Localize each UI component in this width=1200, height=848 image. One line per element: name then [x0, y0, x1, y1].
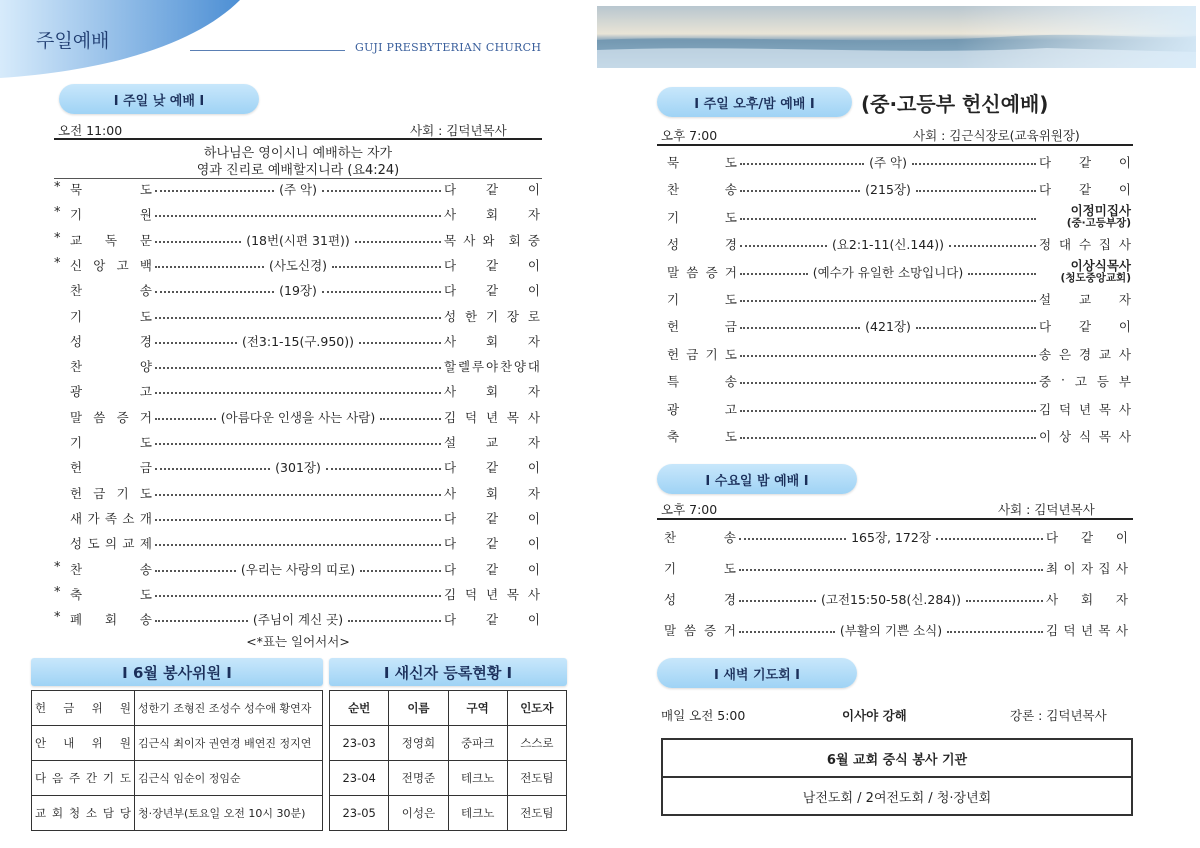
june-committee-table — [31, 690, 323, 831]
order-item — [667, 151, 1131, 173]
dawn-speaker: 강론 : 김덕년목사 — [1010, 708, 1107, 723]
sea-photo — [597, 6, 1196, 68]
leader-dots — [155, 266, 264, 268]
order-label: 헌 금 — [667, 319, 737, 335]
order-person: 다 같 이 — [1046, 530, 1128, 545]
wednesday-leader: 사회 : 김덕년목사 — [998, 502, 1095, 517]
order-label: 찬 송 — [667, 182, 737, 198]
order-detail: (아름다운 인생을 사는 사람) — [220, 409, 376, 425]
committee-role: 다 음 주 간 기 도 — [32, 761, 135, 796]
order-label: 헌 금 기 도 — [667, 346, 737, 362]
leader-dots — [740, 382, 1036, 384]
committee-role: 헌 금 위 원 — [32, 691, 135, 726]
leader-dots — [740, 190, 860, 192]
order-label: 교 독 문 — [70, 232, 152, 248]
order-detail: (19장) — [279, 283, 317, 299]
order-item — [70, 305, 540, 327]
order-person: 송 은 경 교 사 — [1039, 346, 1131, 362]
committee-names: 성한기 조형진 조성수 성수애 황연자 — [135, 691, 323, 726]
order-person: 김 덕 년 목 사 — [444, 409, 540, 425]
leader-dots — [155, 215, 441, 217]
order-label: 새 가 족 소 개 — [70, 510, 152, 526]
leader-dots — [966, 600, 1043, 602]
order-person: 다 같 이 — [1039, 182, 1131, 198]
leader-dots — [155, 291, 274, 293]
table-row — [330, 761, 567, 796]
order-label: 폐 회 송 — [70, 612, 152, 628]
order-item — [70, 558, 540, 580]
order-detail: 165장, 172장 — [851, 530, 931, 545]
leader-dots — [155, 241, 241, 243]
order-label: 특 송 — [667, 374, 737, 390]
order-person: 김 덕 년 목 사 — [444, 586, 540, 602]
order-label: 광 고 — [667, 401, 737, 417]
order-label: 광 고 — [70, 384, 152, 400]
order-person — [1039, 259, 1131, 285]
order-label: 축 도 — [70, 586, 152, 602]
leader-dots — [155, 494, 441, 496]
order-item — [664, 619, 1128, 641]
leader-dots — [968, 273, 1036, 275]
leader-dots — [155, 392, 441, 394]
order-person: 다 같 이 — [444, 510, 540, 526]
leader-dots — [740, 327, 860, 329]
june-service-box — [661, 738, 1133, 816]
leader-dots — [740, 437, 1036, 439]
dawn-topic: 이사야 강해 — [842, 708, 907, 723]
june-committee-title: I 6월 봉사위원 I — [31, 658, 323, 686]
leader-dots — [348, 620, 441, 622]
leader-dots — [739, 569, 1043, 571]
section-title: 주일예배 — [36, 30, 110, 52]
order-person: 다 같 이 — [444, 536, 540, 552]
sunday-evening-title: I 주일 오후/밤 예배 I — [657, 87, 852, 117]
order-person: 다 같 이 — [1039, 319, 1131, 335]
leader-dots — [332, 266, 441, 268]
leader-dots — [949, 245, 1036, 247]
order-label: 찬 송 — [664, 530, 736, 545]
verse-line-1: 하나님은 영이시니 예배하는 자가 — [203, 146, 393, 161]
leader-dots — [916, 327, 1036, 329]
order-person: 사 회 자 — [444, 333, 540, 349]
table-row — [32, 691, 323, 726]
table-row — [330, 796, 567, 831]
order-person: 설 교 자 — [444, 435, 540, 450]
order-item — [70, 507, 540, 529]
order-person — [1039, 204, 1131, 230]
order-item — [667, 343, 1131, 365]
newcomers-title: I 새신자 등록현황 I — [329, 658, 567, 686]
leader-dots — [155, 620, 248, 622]
order-item — [70, 355, 540, 377]
order-label: 찬 송 — [70, 283, 152, 299]
table-cell: 이성은 — [389, 796, 448, 831]
sunday-day-leader: 사회 : 김덕년목사 — [410, 123, 507, 138]
order-item — [667, 315, 1131, 337]
leader-dots — [155, 317, 441, 319]
order-detail: (사도신경) — [268, 257, 328, 273]
leader-dots — [155, 443, 441, 445]
table-cell: 23-03 — [330, 726, 389, 761]
order-person: 김 덕 년 목 사 — [1046, 623, 1128, 638]
order-person: 사 회 자 — [1046, 592, 1128, 607]
leader-dots — [740, 163, 864, 165]
standing-mark: * — [54, 230, 61, 246]
order-item — [667, 178, 1131, 200]
standing-mark: * — [54, 559, 61, 575]
leader-dots — [322, 190, 441, 192]
leader-dots — [936, 538, 1043, 540]
committee-names: 김근식 최이자 권연경 배연진 정지연 — [135, 726, 323, 761]
table-cell: 전도팀 — [507, 796, 566, 831]
order-label: 묵 도 — [70, 182, 152, 197]
order-person-name: 이정미집사 — [1070, 202, 1131, 218]
divider — [657, 144, 1133, 146]
order-person: 김 덕 년 목 사 — [1039, 401, 1131, 417]
order-item — [664, 557, 1128, 579]
june-service-title: 6월 교회 중식 봉사 기관 — [663, 740, 1131, 778]
order-item — [70, 254, 540, 276]
leader-dots — [155, 570, 236, 572]
order-detail: (301장) — [275, 460, 321, 476]
table-cell: 스스로 — [507, 726, 566, 761]
column-header: 순번 — [330, 691, 389, 726]
order-person: 사 회 자 — [444, 207, 540, 223]
table-row — [32, 761, 323, 796]
order-person: 사 회 자 — [444, 485, 540, 501]
order-item — [667, 257, 1131, 284]
committee-names: 청·장년부(토요일 오전 10시 30분) — [135, 796, 323, 831]
order-item — [664, 526, 1128, 548]
order-detail: (주님이 계신 곳) — [252, 612, 344, 628]
order-item — [667, 425, 1131, 447]
order-person: 최 이 자 집 사 — [1046, 561, 1128, 576]
order-detail: (주 악) — [279, 182, 317, 197]
table-cell: 전명준 — [389, 761, 448, 796]
order-item — [667, 288, 1131, 310]
order-label: 헌 금 기 도 — [70, 485, 152, 501]
june-service-groups: 남전도회 / 2여전도회 / 청·장년회 — [802, 790, 992, 806]
standing-mark: * — [54, 180, 61, 195]
order-detail: (부활의 기쁜 소식) — [839, 623, 943, 638]
order-person: 설 교 자 — [1039, 292, 1131, 307]
order-detail: (215장) — [865, 182, 911, 198]
order-item — [70, 203, 540, 225]
leader-dots — [739, 631, 835, 633]
order-label: 기 도 — [667, 209, 737, 225]
order-person: 다 같 이 — [444, 561, 540, 577]
order-detail: (421장) — [865, 319, 911, 335]
standing-mark: * — [54, 610, 61, 626]
leader-dots — [947, 631, 1043, 633]
order-detail: (전3:1-15(구.950)) — [241, 333, 355, 349]
order-label: 기 도 — [667, 292, 737, 307]
order-label: 성 경 — [70, 333, 152, 349]
order-label: 말 씀 증 거 — [70, 409, 152, 425]
order-item — [70, 431, 540, 453]
table-row — [32, 726, 323, 761]
sunday-evening-leader: 사회 : 김근식장로(교육위원장) — [913, 128, 1080, 143]
order-person: 사 회 자 — [444, 384, 540, 400]
leader-dots — [739, 538, 846, 540]
leader-dots — [155, 519, 441, 521]
wednesday-time: 오후 7:00 — [661, 502, 718, 517]
order-person: 할 렐 루 야 찬 양 대 — [444, 359, 540, 375]
order-person: 다 같 이 — [444, 182, 540, 197]
leader-dots — [740, 218, 1036, 220]
order-person: 다 같 이 — [444, 460, 540, 476]
order-item — [70, 178, 540, 200]
divider — [657, 518, 1133, 520]
order-item — [70, 406, 540, 428]
verse-line-2: 영과 진리로 예배할지니라 (요4:24) — [196, 163, 400, 178]
order-label: 헌 금 — [70, 460, 152, 476]
dawn-time: 매일 오전 5:00 — [661, 708, 746, 723]
order-person: 목 사 와 회 중 — [444, 232, 540, 248]
standing-footnote: <*표는 일어서서> — [246, 634, 350, 649]
leader-dots — [355, 241, 441, 243]
table-cell: 23-05 — [330, 796, 389, 831]
sunday-day-title: I 주일 낮 예배 I — [59, 84, 259, 114]
order-person-name: 이상식목사 — [1070, 257, 1131, 273]
order-detail: (우리는 사랑의 띠로) — [240, 561, 356, 577]
order-detail: (고전15:50-58(신.284)) — [821, 592, 962, 607]
order-person-note: (중·고등부장) — [1066, 216, 1131, 229]
order-label: 말 씀 증 거 — [664, 623, 736, 638]
header-divider — [190, 50, 345, 51]
order-label: 신 앙 고 백 — [70, 257, 152, 273]
table-cell: 테크노 — [448, 796, 507, 831]
committee-names: 김근식 임순이 정임순 — [135, 761, 323, 796]
order-label: 찬 양 — [70, 359, 152, 375]
newcomers-table — [329, 690, 567, 831]
leader-dots — [360, 570, 441, 572]
leader-dots — [155, 342, 237, 344]
order-label: 말 씀 증 거 — [667, 264, 737, 280]
order-label: 성 도 의 교 제 — [70, 536, 152, 552]
order-person-note: (청도중앙교회) — [1060, 271, 1131, 284]
order-label: 성 경 — [664, 592, 736, 607]
sunday-evening-time: 오후 7:00 — [661, 128, 718, 143]
order-item — [667, 202, 1131, 229]
order-detail: (예수가 유일한 소망입니다) — [812, 264, 964, 280]
standing-mark: * — [54, 584, 61, 600]
leader-dots — [912, 163, 1036, 165]
order-person: 다 같 이 — [1039, 155, 1131, 170]
leader-dots — [740, 410, 1036, 412]
order-item — [70, 482, 540, 504]
leader-dots — [359, 342, 441, 344]
table-cell: 중파크 — [448, 726, 507, 761]
leader-dots — [326, 468, 441, 470]
order-item — [70, 330, 540, 352]
table-cell: 전도팀 — [507, 761, 566, 796]
table-cell: 테크노 — [448, 761, 507, 796]
order-item — [70, 279, 540, 301]
order-item — [70, 532, 540, 554]
order-label: 축 도 — [667, 429, 737, 444]
leader-dots — [155, 595, 441, 597]
leader-dots — [740, 355, 1036, 357]
leader-dots — [740, 245, 827, 247]
order-label: 기 원 — [70, 207, 152, 223]
order-item — [667, 398, 1131, 420]
order-detail: (18번(시편 31편)) — [246, 232, 350, 248]
order-person: 성 한 기 장 로 — [444, 308, 540, 324]
leader-dots — [155, 418, 216, 420]
leader-dots — [740, 273, 808, 275]
leader-dots — [322, 291, 441, 293]
table-row — [330, 726, 567, 761]
table-cell: 정영희 — [389, 726, 448, 761]
order-person: 다 같 이 — [444, 612, 540, 628]
order-label: 묵 도 — [667, 155, 737, 170]
column-header: 인도자 — [507, 691, 566, 726]
leader-dots — [916, 190, 1036, 192]
order-label: 기 도 — [70, 308, 152, 324]
sunday-day-time: 오전 11:00 — [58, 123, 123, 138]
order-person: 다 같 이 — [444, 257, 540, 273]
order-item — [70, 456, 540, 478]
wednesday-title: I 수요일 밤 예배 I — [657, 464, 857, 494]
order-label: 기 도 — [70, 435, 152, 450]
order-detail: (주 악) — [869, 155, 907, 170]
column-header: 구역 — [448, 691, 507, 726]
leader-dots — [155, 190, 274, 192]
committee-role: 안 내 위 원 — [32, 726, 135, 761]
dawn-title: I 새벽 기도회 I — [657, 658, 857, 688]
order-item — [70, 380, 540, 402]
table-row — [32, 796, 323, 831]
sunday-evening-subtitle: (중·고등부 헌신예배) — [861, 92, 1049, 116]
standing-mark: * — [54, 255, 61, 271]
committee-role: 교 회 청 소 담 당 — [32, 796, 135, 831]
divider — [54, 138, 542, 140]
order-item — [667, 233, 1131, 255]
leader-dots — [739, 600, 816, 602]
order-item — [667, 370, 1131, 392]
table-header — [330, 691, 567, 726]
order-person: 중 · 고 등 부 — [1039, 372, 1131, 390]
leader-dots — [380, 418, 441, 420]
order-item — [70, 583, 540, 605]
table-cell: 23-04 — [330, 761, 389, 796]
order-person: 이 상 식 목 사 — [1039, 429, 1131, 444]
order-label: 찬 송 — [70, 561, 152, 577]
order-item — [70, 608, 540, 630]
leader-dots — [155, 367, 441, 369]
leader-dots — [740, 300, 1036, 302]
order-label: 기 도 — [664, 561, 736, 576]
order-item — [70, 229, 540, 251]
column-header: 이름 — [389, 691, 448, 726]
order-person: 정 대 수 집 사 — [1039, 237, 1131, 253]
order-detail: (요2:1-11(신.144)) — [831, 237, 945, 253]
church-name: GUJI PRESBYTERIAN CHURCH — [355, 41, 542, 54]
order-item — [664, 588, 1128, 610]
leader-dots — [155, 468, 270, 470]
order-person: 다 같 이 — [444, 283, 540, 299]
leader-dots — [155, 544, 441, 546]
standing-mark: * — [54, 205, 61, 221]
order-label: 성 경 — [667, 237, 737, 253]
